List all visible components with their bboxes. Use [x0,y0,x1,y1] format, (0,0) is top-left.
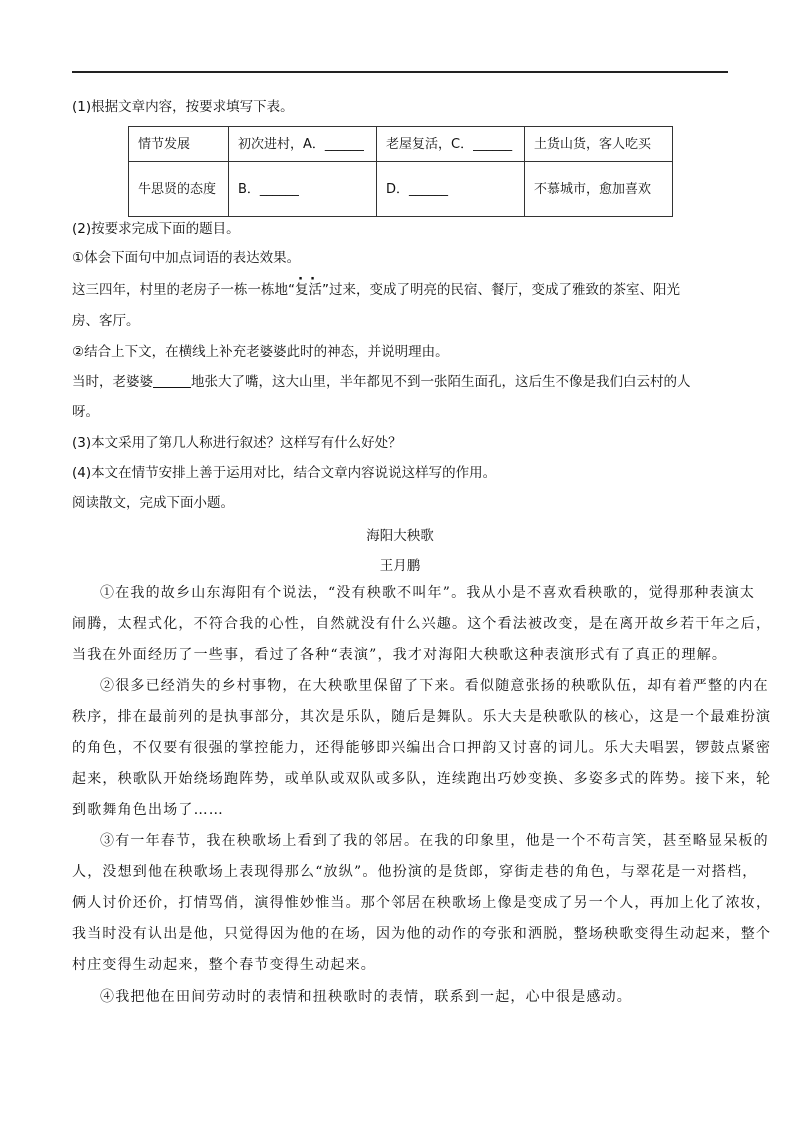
question-4: (4)本文在情节安排上善于运用对比，结合文章内容说说这样写的作用。 [72,465,497,481]
question-2a-sentence-cont: 房、客厅。 [72,313,140,329]
table-row [129,162,673,217]
paragraph-line: ④我把他在田间劳动时的表情和扭秧歌时的表情，联系到一起，心中很是感动。 [100,989,632,1005]
paragraph-line: 我当时没有认出是他，只觉得因为他的在场，因为他的动作的夸张和洒脱，整场秧歌变得生动起来，整个 [72,926,772,942]
paragraph-line: 闹腾，太程式化，不符合我的心性，自然就没有什么兴趣。这个看法被改变，是在离开故乡若干年之后， [72,616,772,632]
essay-author: 王月鹏 [379,558,421,574]
question-3: (3)本文采用了第几人称进行叙述？这样写有什么好处？ [72,435,402,451]
sentence-text: ”过来，变成了明亮的民宿、餐厅，变成了雅致的茶室、阳光 [322,282,680,298]
table-cell: 情节发展 [129,127,229,162]
paragraph-line: 的角色，不仅要有很强的掌控能力，还得能够即兴编出合口押韵又讨喜的词儿。乐大夫唱罢，锣鼓点紧密 [72,740,772,756]
question-1: (1)根据文章内容，按要求填写下表。 [72,99,294,115]
table-cell: D．______ [377,162,525,217]
paragraph-line: 起来，秧歌队开始绕场跑阵势，或单队或双队或多队，连续跑出巧妙变换、多姿多式的阵势。接下来，轮 [72,771,772,787]
sentence-text: 这三四年，村里的老房子一栋一栋地“ [72,282,295,298]
essay-paragraph-4 [72,982,728,1013]
paragraph-line: 秩序，排在最前列的是执事部分，其次是乐队，随后是舞队。乐大夫是秧歌队的核心，这是一个最难扮演 [72,709,772,725]
question-2a: ①体会下面句中加点词语的表达效果。 [72,250,301,266]
paragraph-line: ①在我的故乡山东海阳有个说法，“没有秧歌不叫年”。我从小是不喜欢看秧歌的，觉得那种表演太 [100,585,756,601]
answer-blank [153,373,191,388]
paragraph-line: 村庄变得生动起来，整个春节变得生动起来。 [72,957,376,973]
paragraph-line: 人，没想到他在秧歌场上表现得那么“放纵”。他扮演的是货郎，穿街走巷的角色，与翠花是一对搭档， [72,864,758,880]
table-cell: 不慕城市，愈加喜欢 [525,162,673,217]
table-cell: 老屋复活，C．______ [377,127,525,162]
essay-paragraph-1 [72,578,772,671]
paragraph-line: ②很多已经消失的乡村事物，在大秧歌里保留了下来。看似随意张扬的秧歌队伍，却有着严整的内在 [100,678,769,694]
question-2: (2)按要求完成下面的题目。 [72,221,240,237]
table-row [129,127,673,162]
sentence-text: 当时，老婆婆 [72,374,153,390]
essay-paragraph-2 [72,671,772,826]
table-cell: 牛思贤的态度 [129,162,229,217]
paragraph-line: 当我在外面经历了一些事，看过了各种“表演”，我才对海阳大秧歌这种表演形式有了真正的理解。 [72,647,728,663]
answer-table [128,126,673,217]
question-2b-sentence [72,371,691,393]
table-cell: 初次进村，A．______ [229,127,377,162]
paragraph-line: 俩人讨价还价，打情骂俏，演得惟妙惟当。那个邻居在秧歌场上像是变成了另一个人，再加上化了浓妆， [72,895,772,911]
question-2b: ②结合上下文，在横线上补充老婆婆此时的神态，并说明理由。 [72,344,449,360]
sentence-text: 地张大了嘴，这大山里，半年都见不到一张陌生面孔，这后生不像是我们白云村的人 [191,374,691,390]
emphasized-word: 复活 [295,282,322,298]
header-rule [72,71,728,73]
question-2b-sentence-cont: 呀。 [72,404,99,420]
question-2a-sentence [72,279,680,301]
table-cell: 土货山货，客人吃买 [525,127,673,162]
essay-paragraph-3 [72,826,772,981]
table-cell: B．______ [229,162,377,217]
paragraph-line: ③有一年春节，我在秧歌场上看到了我的邻居。在我的印象里，他是一个不苟言笑，甚至略显呆板的 [100,833,769,849]
paragraph-line: 到歌舞角色出场了…… [72,802,224,818]
reading-intro: 阅读散文，完成下面小题。 [72,495,234,511]
essay-title: 海阳大秧歌 [366,528,434,544]
